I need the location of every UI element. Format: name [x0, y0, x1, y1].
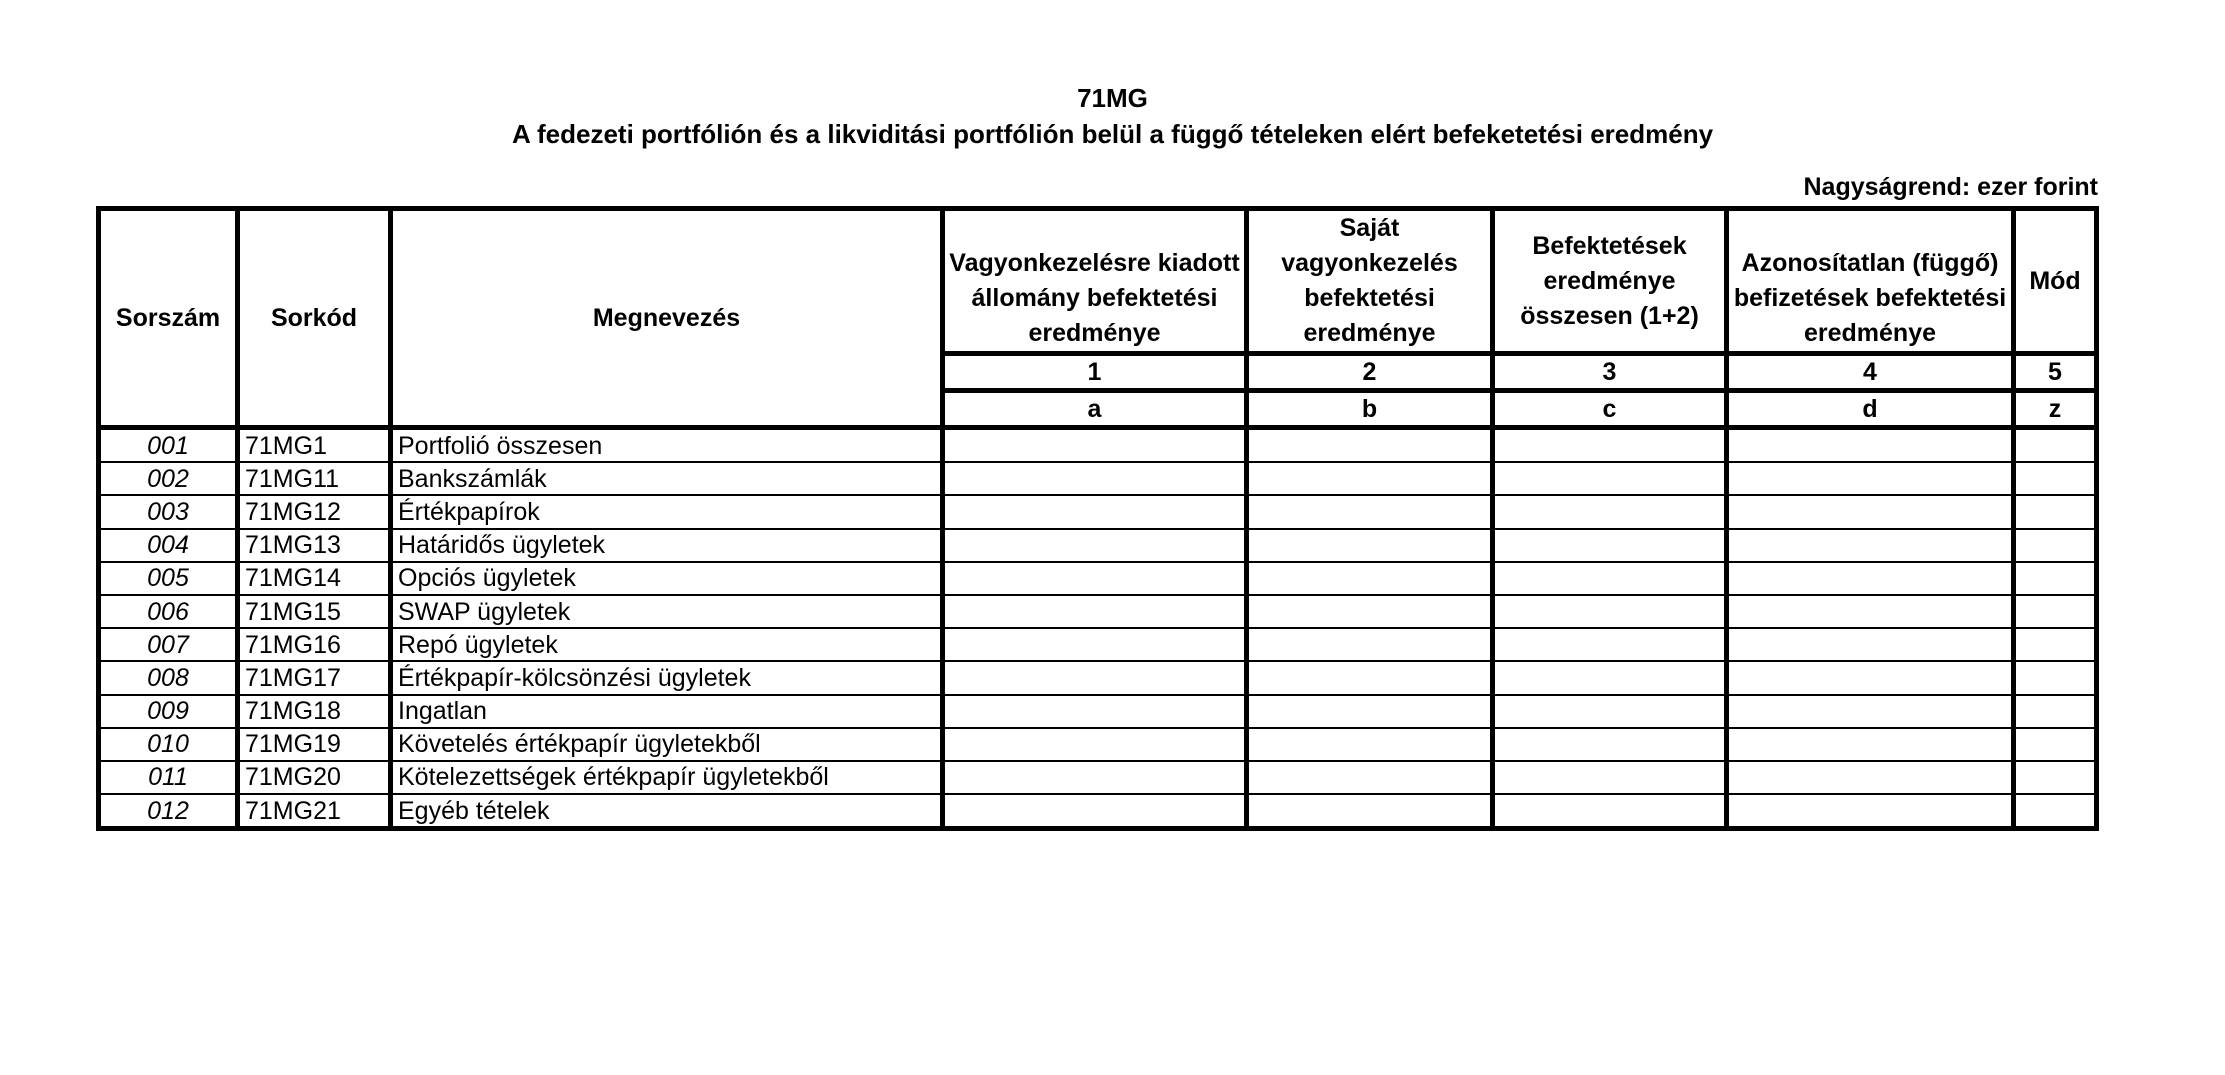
value-cell-b[interactable]	[1247, 728, 1493, 761]
row-megnevezes: Követelés értékpapír ügyletekből	[391, 728, 943, 761]
value-cell-d[interactable]	[1727, 462, 2014, 495]
value-cell-c[interactable]	[1493, 761, 1727, 794]
value-cell-a[interactable]	[943, 761, 1247, 794]
header-sorkod: Sorkód	[238, 209, 391, 428]
value-cell-a[interactable]	[943, 728, 1247, 761]
value-cell-z[interactable]	[2014, 661, 2097, 694]
header-col-2: Saját vagyonkezelés befektetési eredménye	[1247, 209, 1493, 354]
row-sorszam: 009	[99, 695, 238, 728]
value-cell-z[interactable]	[2014, 695, 2097, 728]
value-cell-z[interactable]	[2014, 794, 2097, 829]
value-cell-a[interactable]	[943, 661, 1247, 694]
value-cell-z[interactable]	[2014, 728, 2097, 761]
value-cell-b[interactable]	[1247, 794, 1493, 829]
value-cell-d[interactable]	[1727, 595, 2014, 628]
value-cell-a[interactable]	[943, 562, 1247, 595]
value-cell-d[interactable]	[1727, 661, 2014, 694]
column-number: 5	[2014, 354, 2097, 391]
header-col-4: Azonosítatlan (függő) befizetések befektetési eredménye	[1727, 209, 2014, 354]
value-cell-c[interactable]	[1493, 628, 1727, 661]
row-sorszam: 012	[99, 794, 238, 829]
row-sorszam: 006	[99, 595, 238, 628]
header-megnevezes: Megnevezés	[391, 209, 943, 428]
value-cell-c[interactable]	[1493, 562, 1727, 595]
table-body	[99, 428, 2097, 829]
row-megnevezes: Repó ügyletek	[391, 628, 943, 661]
row-megnevezes: Értékpapírok	[391, 495, 943, 528]
value-cell-b[interactable]	[1247, 428, 1493, 463]
value-cell-z[interactable]	[2014, 761, 2097, 794]
column-letter: b	[1247, 391, 1493, 428]
header-col-1: Vagyonkezelésre kiadott állomány befektetési eredménye	[943, 209, 1247, 354]
value-cell-c[interactable]	[1493, 462, 1727, 495]
value-cell-d[interactable]	[1727, 761, 2014, 794]
column-number: 1	[943, 354, 1247, 391]
value-cell-z[interactable]	[2014, 495, 2097, 528]
row-megnevezes: Opciós ügyletek	[391, 562, 943, 595]
row-sorszam: 007	[99, 628, 238, 661]
value-cell-b[interactable]	[1247, 529, 1493, 562]
table-row	[99, 562, 2097, 595]
row-megnevezes: Portfolió összesen	[391, 428, 943, 463]
value-cell-b[interactable]	[1247, 562, 1493, 595]
table-row	[99, 728, 2097, 761]
header-col-3: Befektetések eredménye összesen (1+2)	[1493, 209, 1727, 354]
value-cell-c[interactable]	[1493, 794, 1727, 829]
header-col-5: Mód	[2014, 209, 2097, 354]
row-megnevezes: Bankszámlák	[391, 462, 943, 495]
value-cell-c[interactable]	[1493, 661, 1727, 694]
form-title: A fedezeti portfólión és a likviditási portfólión belül a függő tételeken elért befeketetési eredmény	[511, 119, 1714, 149]
row-sorszam: 004	[99, 529, 238, 562]
value-cell-b[interactable]	[1247, 695, 1493, 728]
column-number: 4	[1727, 354, 2014, 391]
row-sorkod: 71MG19	[238, 728, 391, 761]
row-sorszam: 003	[99, 495, 238, 528]
value-cell-z[interactable]	[2014, 562, 2097, 595]
row-sorkod: 71MG17	[238, 661, 391, 694]
table-row	[99, 628, 2097, 661]
value-cell-a[interactable]	[943, 428, 1247, 463]
value-cell-b[interactable]	[1247, 595, 1493, 628]
table-row	[99, 595, 2097, 628]
table-row	[99, 462, 2097, 495]
value-cell-a[interactable]	[943, 628, 1247, 661]
header-sorszam: Sorszám	[99, 209, 238, 428]
table-row	[99, 695, 2097, 728]
row-sorkod: 71MG15	[238, 595, 391, 628]
column-letter: c	[1493, 391, 1727, 428]
value-cell-b[interactable]	[1247, 495, 1493, 528]
value-cell-a[interactable]	[943, 695, 1247, 728]
value-cell-b[interactable]	[1247, 661, 1493, 694]
row-megnevezes: SWAP ügyletek	[391, 595, 943, 628]
table-row	[99, 495, 2097, 528]
value-cell-z[interactable]	[2014, 628, 2097, 661]
row-megnevezes: Egyéb tételek	[391, 794, 943, 829]
row-sorszam: 005	[99, 562, 238, 595]
value-cell-c[interactable]	[1493, 728, 1727, 761]
value-cell-a[interactable]	[943, 529, 1247, 562]
row-sorkod: 71MG16	[238, 628, 391, 661]
value-cell-c[interactable]	[1493, 495, 1727, 528]
column-letter: d	[1727, 391, 2014, 428]
unit-label: Nagyságrend: ezer forint	[1803, 173, 2098, 201]
value-cell-c[interactable]	[1493, 595, 1727, 628]
value-cell-z[interactable]	[2014, 428, 2097, 463]
column-number: 2	[1247, 354, 1493, 391]
table-row	[99, 428, 2097, 463]
row-megnevezes: Ingatlan	[391, 695, 943, 728]
value-cell-d[interactable]	[1727, 562, 2014, 595]
value-cell-d[interactable]	[1727, 728, 2014, 761]
value-cell-a[interactable]	[943, 495, 1247, 528]
row-sorszam: 011	[99, 761, 238, 794]
row-sorszam: 002	[99, 462, 238, 495]
data-table	[96, 206, 2099, 831]
value-cell-b[interactable]	[1247, 628, 1493, 661]
value-cell-a[interactable]	[943, 462, 1247, 495]
value-cell-d[interactable]	[1727, 628, 2014, 661]
row-sorkod: 71MG20	[238, 761, 391, 794]
table-row	[99, 661, 2097, 694]
value-cell-b[interactable]	[1247, 761, 1493, 794]
row-megnevezes: Értékpapír-kölcsönzési ügyletek	[391, 661, 943, 694]
value-cell-z[interactable]	[2014, 462, 2097, 495]
table-row	[99, 761, 2097, 794]
form-code: 71MG	[1077, 83, 1148, 113]
value-cell-d[interactable]	[1727, 794, 2014, 829]
row-sorszam: 010	[99, 728, 238, 761]
column-letter: a	[943, 391, 1247, 428]
row-sorkod: 71MG18	[238, 695, 391, 728]
value-cell-c[interactable]	[1493, 428, 1727, 463]
row-sorkod: 71MG21	[238, 794, 391, 829]
row-megnevezes: Határidős ügyletek	[391, 529, 943, 562]
row-sorkod: 71MG12	[238, 495, 391, 528]
row-sorkod: 71MG1	[238, 428, 391, 463]
row-sorkod: 71MG13	[238, 529, 391, 562]
row-sorkod: 71MG11	[238, 462, 391, 495]
row-sorszam: 008	[99, 661, 238, 694]
row-megnevezes: Kötelezettségek értékpapír ügyletekből	[391, 761, 943, 794]
value-cell-d[interactable]	[1727, 495, 2014, 528]
value-cell-a[interactable]	[943, 595, 1247, 628]
value-cell-d[interactable]	[1727, 529, 2014, 562]
row-sorszam: 001	[99, 428, 238, 463]
value-cell-d[interactable]	[1727, 695, 2014, 728]
table-row	[99, 529, 2097, 562]
table-row	[99, 794, 2097, 829]
value-cell-a[interactable]	[943, 794, 1247, 829]
value-cell-c[interactable]	[1493, 529, 1727, 562]
column-number: 3	[1493, 354, 1727, 391]
column-letter: z	[2014, 391, 2097, 428]
value-cell-d[interactable]	[1727, 428, 2014, 463]
row-sorkod: 71MG14	[238, 562, 391, 595]
value-cell-z[interactable]	[2014, 529, 2097, 562]
value-cell-b[interactable]	[1247, 462, 1493, 495]
value-cell-c[interactable]	[1493, 695, 1727, 728]
value-cell-z[interactable]	[2014, 595, 2097, 628]
